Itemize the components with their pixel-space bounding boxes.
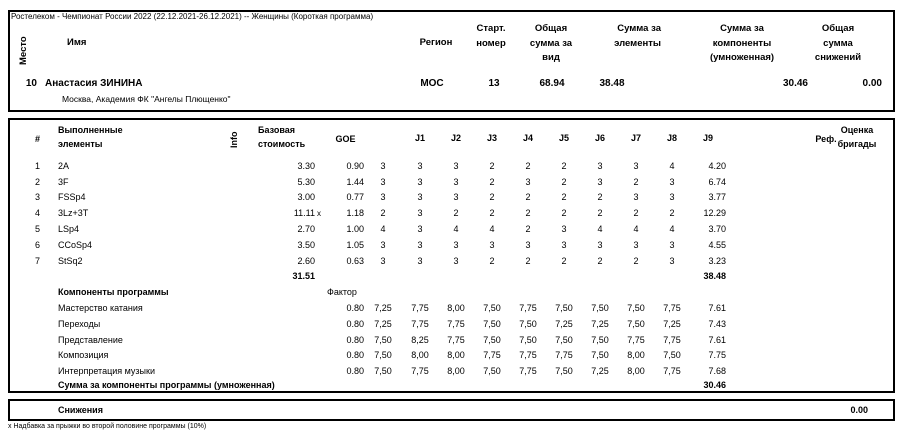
judge-score: 2: [489, 192, 495, 203]
judge-score: 3: [380, 160, 386, 171]
judge-score: 7,75: [663, 366, 681, 377]
element-goe: 1.05: [346, 239, 364, 250]
judge-score: 7,50: [555, 334, 573, 345]
judge-score: 2: [453, 208, 459, 219]
skater-club: Москва, Академия ФК "Ангелы Плющенко": [62, 94, 231, 104]
judge-score: 7,50: [519, 318, 537, 329]
element-goe: 0.63: [346, 255, 364, 266]
component-panel-score: 7.68: [708, 366, 726, 377]
components-sum-row: [10, 379, 868, 391]
judge-score: 7,50: [374, 334, 392, 345]
element-score-value: 38.48: [599, 78, 625, 89]
column-header-start-number: Старт. номер: [476, 23, 506, 49]
judge-score: 8,00: [411, 350, 429, 361]
deductions-total-value: 0.00: [850, 405, 868, 415]
judge-score: 2: [597, 192, 603, 203]
judge-score: 4: [669, 160, 675, 171]
judge-score: 3: [380, 255, 386, 266]
judge-score: 7,50: [519, 334, 537, 345]
judge-score: 7,75: [663, 303, 681, 314]
judge-score: 7,25: [374, 318, 392, 329]
judge-score: 3: [561, 224, 567, 235]
judge-score: 3: [633, 192, 639, 203]
component-panel-score: 7.61: [708, 303, 726, 314]
components-sum-label: Сумма за компоненты программы (умноженная): [58, 380, 275, 391]
element-row: [10, 190, 868, 206]
deductions-label: Снижения: [58, 405, 103, 415]
judge-score: 7,50: [555, 366, 573, 377]
judge-score: 7,75: [411, 366, 429, 377]
column-header-info: Info: [229, 131, 239, 149]
element-number: 1: [34, 160, 40, 171]
judge-score: 4: [380, 224, 386, 235]
component-name: Переходы: [58, 318, 101, 329]
element-name: LSp4: [58, 224, 80, 235]
summary-table: [8, 10, 895, 112]
element-panel-score: 3.70: [708, 224, 726, 235]
component-factor: 0.80: [346, 318, 364, 329]
judge-score: 7,75: [627, 334, 645, 345]
judge-score: 2: [489, 255, 495, 266]
element-row: [10, 221, 868, 237]
judge-score: 3: [669, 255, 675, 266]
element-name: FSSp4: [58, 192, 86, 203]
element-goe: 0.90: [346, 160, 364, 171]
judge-score: 7,75: [519, 366, 537, 377]
judge-score: 3: [525, 176, 531, 187]
judge-score: 3: [417, 176, 423, 187]
component-name: Представление: [58, 334, 123, 345]
rank-value: 10: [25, 78, 37, 89]
judge-score: 2: [489, 208, 495, 219]
judge-score: 3: [597, 239, 603, 250]
judge-score: 2: [633, 255, 639, 266]
judge-score: 2: [561, 208, 567, 219]
column-header-element-score: Сумма за элементы: [614, 23, 661, 49]
event-title: Ростелеком - Чемпионат России 2022 (22.12.2021-26.12.2021) -- Женщины (Короткая программа): [11, 12, 374, 21]
element-number: 6: [34, 239, 40, 250]
factor-label: Фактор: [327, 287, 357, 298]
components-header-row: [10, 284, 868, 300]
judge-score: 7,25: [374, 303, 392, 314]
element-number: 2: [34, 176, 40, 187]
element-base-value: 2.60: [297, 255, 315, 266]
judge-score: 3: [453, 160, 459, 171]
judge-score: 7,50: [591, 350, 609, 361]
second-half-bonus-mark: x: [317, 208, 321, 218]
column-header-name: Имя: [67, 37, 87, 48]
judge-score: 3: [489, 239, 495, 250]
judge-score: 2: [669, 208, 675, 219]
judge-column-header: J2: [450, 133, 461, 143]
base-value-total: 31.51: [292, 271, 315, 282]
judge-score: 2: [561, 255, 567, 266]
judge-column-header: J6: [594, 133, 605, 143]
judge-score: 7,50: [483, 366, 501, 377]
component-factor: 0.80: [346, 303, 364, 314]
judge-score: 2: [380, 208, 386, 219]
judge-score: 3: [525, 239, 531, 250]
component-factor: 0.80: [346, 366, 364, 377]
judge-score: 7,50: [483, 303, 501, 314]
judge-score: 4: [597, 224, 603, 235]
judge-score: 4: [669, 224, 675, 235]
components-sum-value: 30.46: [703, 380, 726, 391]
judge-score: 2: [525, 192, 531, 203]
judge-score: 3: [453, 176, 459, 187]
judge-score: 3: [597, 160, 603, 171]
base-total-row: [10, 269, 868, 285]
judge-score: 7,50: [374, 350, 392, 361]
component-row: [10, 363, 868, 379]
element-panel-score: 12.29: [703, 208, 726, 219]
judge-score: 8,25: [411, 334, 429, 345]
column-header-component-score: Сумма за компоненты (умноженная): [709, 23, 775, 63]
judge-score: 2: [525, 255, 531, 266]
judge-score: 7,75: [663, 334, 681, 345]
judge-score: 7,50: [374, 366, 392, 377]
element-number: 4: [34, 208, 40, 219]
judge-score: 3: [453, 192, 459, 203]
judge-score: 3: [453, 239, 459, 250]
element-number: 7: [34, 255, 40, 266]
column-header-goe: GOE: [335, 134, 356, 144]
element-panel-score: 3.77: [708, 192, 726, 203]
element-base-value: 2.70: [297, 224, 315, 235]
element-row: [10, 237, 868, 253]
judge-score: 7,75: [519, 350, 537, 361]
judge-column-header: J4: [522, 133, 533, 143]
judge-score: 3: [561, 239, 567, 250]
second-half-bonus-footnote: x Надбавка за прыжки во второй половине программы (10%): [8, 423, 207, 430]
element-panel-score: 4.20: [708, 160, 726, 171]
component-score-value: 30.46: [782, 78, 808, 89]
judge-column-header: J8: [666, 133, 677, 143]
judge-score: 7,50: [591, 334, 609, 345]
column-header-place: Место: [18, 36, 29, 66]
judge-score: 2: [561, 192, 567, 203]
component-panel-score: 7.43: [708, 318, 726, 329]
judge-score: 3: [669, 239, 675, 250]
column-header-base-value: Базовая стоимость: [258, 125, 306, 149]
elements-score-total: 38.48: [703, 271, 726, 282]
element-number: 5: [34, 224, 40, 235]
judge-score: 2: [525, 160, 531, 171]
judge-score: 3: [417, 239, 423, 250]
judge-score: 7,25: [663, 318, 681, 329]
component-name: Интерпретация музыки: [58, 366, 155, 377]
element-row: [10, 174, 868, 190]
judge-score: 7,75: [411, 318, 429, 329]
judge-score: 3: [380, 239, 386, 250]
column-header-deductions: Общая сумма снижений: [814, 23, 862, 63]
judge-score: 7,50: [555, 303, 573, 314]
column-header-executed-elements: Выполненные элементы: [58, 125, 123, 149]
judge-score: 8,00: [447, 350, 465, 361]
judge-score: 2: [489, 160, 495, 171]
element-name: CCoSp4: [58, 239, 93, 250]
judge-score: 2: [597, 255, 603, 266]
detail-table: [8, 118, 895, 393]
deductions-box: [8, 399, 895, 421]
judge-score: 3: [417, 208, 423, 219]
judge-score: 4: [453, 224, 459, 235]
judge-score: 2: [597, 208, 603, 219]
judge-score: 3: [380, 176, 386, 187]
component-row: [10, 332, 868, 348]
judge-column-header: J3: [486, 133, 497, 143]
judge-score: 8,00: [627, 350, 645, 361]
component-name: Мастерство катания: [58, 303, 143, 314]
judge-column-header: J1: [414, 133, 425, 143]
judge-score: 2: [525, 208, 531, 219]
judge-score: 7,75: [411, 303, 429, 314]
judge-score: 7,75: [483, 350, 501, 361]
element-row: [10, 253, 868, 269]
judge-score: 7,25: [555, 318, 573, 329]
element-name: 3F: [58, 176, 69, 187]
judge-column-header: J9: [702, 133, 713, 143]
element-goe: 0.77: [346, 192, 364, 203]
element-name: 3Lz+3T: [58, 208, 89, 219]
component-row: [10, 348, 868, 364]
judge-score: 8,00: [627, 366, 645, 377]
region-value: МОС: [420, 78, 444, 89]
component-factor: 0.80: [346, 334, 364, 345]
judge-score: 2: [489, 176, 495, 187]
judge-score: 7,50: [627, 318, 645, 329]
judge-score: 7,25: [591, 366, 609, 377]
judge-score: 3: [417, 224, 423, 235]
skater-name: Анастасия ЗИНИНА: [45, 78, 143, 89]
element-name: 2A: [58, 160, 70, 171]
start-number-value: 13: [488, 78, 500, 89]
judge-score: 7,75: [447, 334, 465, 345]
element-row: [10, 205, 868, 221]
element-base-value: 5.30: [297, 176, 315, 187]
element-base-value: 3.00: [297, 192, 315, 203]
element-name: StSq2: [58, 255, 83, 266]
element-row: [10, 158, 868, 174]
judge-score: 2: [561, 176, 567, 187]
column-header-region: Регион: [419, 37, 453, 48]
judge-column-header: J7: [630, 133, 641, 143]
judge-score: 7,50: [483, 318, 501, 329]
judge-score: 7,75: [519, 303, 537, 314]
judge-score: 3: [417, 160, 423, 171]
judge-score: 8,00: [447, 366, 465, 377]
element-goe: 1.44: [346, 176, 364, 187]
component-panel-score: 7.61: [708, 334, 726, 345]
judge-score: 4: [633, 224, 639, 235]
judge-score: 3: [669, 176, 675, 187]
element-panel-score: 6.74: [708, 176, 726, 187]
element-number: 3: [34, 192, 40, 203]
column-header-panel-score: Оценка бригады: [837, 125, 877, 149]
column-header-number: #: [34, 134, 40, 144]
judge-score: 7,50: [627, 303, 645, 314]
judge-score: 3: [669, 192, 675, 203]
element-base-value: 11.11: [293, 208, 315, 219]
component-factor: 0.80: [346, 350, 364, 361]
judge-score: 8,00: [447, 303, 465, 314]
judge-score: 3: [417, 255, 423, 266]
judge-score: 7,50: [663, 350, 681, 361]
element-goe: 1.18: [346, 208, 364, 219]
judge-score: 3: [597, 176, 603, 187]
element-base-value: 3.30: [297, 160, 315, 171]
judge-score: 3: [417, 192, 423, 203]
component-panel-score: 7.75: [708, 350, 726, 361]
judge-score: 2: [561, 160, 567, 171]
element-panel-score: 4.55: [708, 239, 726, 250]
deductions-value: 0.00: [862, 78, 882, 89]
judge-score: 7,75: [447, 318, 465, 329]
judge-score: 2: [633, 176, 639, 187]
detail-rows: [10, 158, 868, 391]
judge-score: 3: [453, 255, 459, 266]
judge-score: 7,50: [591, 303, 609, 314]
judge-score: 4: [489, 224, 495, 235]
judge-column-header: J5: [558, 133, 569, 143]
judge-score: 2: [633, 208, 639, 219]
element-goe: 1.00: [346, 224, 364, 235]
judge-score: 7,25: [591, 318, 609, 329]
judge-score: 7,75: [555, 350, 573, 361]
judge-score: 3: [633, 160, 639, 171]
judge-score: 2: [525, 224, 531, 235]
component-row: [10, 300, 868, 316]
element-base-value: 3.50: [297, 239, 315, 250]
components-title: Компоненты программы: [58, 287, 169, 298]
judge-score: 3: [633, 239, 639, 250]
judge-score: 3: [380, 192, 386, 203]
column-header-segment-score: Общая сумма за вид: [529, 23, 573, 63]
element-panel-score: 3.23: [708, 255, 726, 266]
judge-score: 7,50: [483, 334, 501, 345]
segment-score-value: 68.94: [539, 78, 565, 89]
component-name: Композиция: [58, 350, 109, 361]
component-row: [10, 316, 868, 332]
column-header-referee: Реф.: [815, 134, 837, 144]
